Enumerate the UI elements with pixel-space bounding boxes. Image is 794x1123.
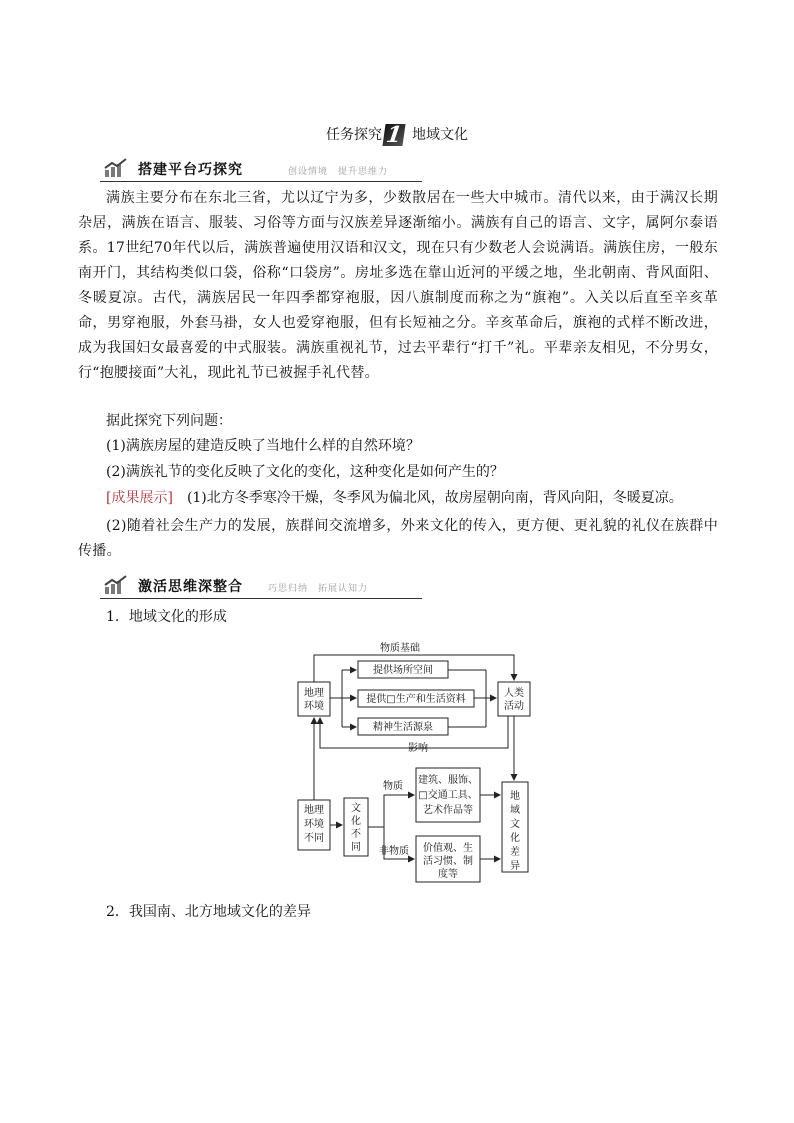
diff-culture-3: 不 — [351, 829, 361, 840]
diff-env-line2: 环境 — [304, 819, 324, 830]
nonmaterial-item-1: 价值观、生 — [423, 843, 473, 854]
nonmaterial-item-3: 度等 — [438, 869, 458, 880]
material-item-3: 艺术作品等 — [423, 805, 473, 816]
answer-2: (2)随着社会生产力的发展，族群间交流增多，外来文化的传入，更方便、更礼貌的礼仪在族群中传播。 — [78, 518, 718, 559]
passage-text: 满族主要分布在东北三省，尤以辽宁为多，少数散居在一些大中城市。清代以来，由于满汉长期杂居，满族在语言、服装、习俗等方面与汉族差异逐渐缩小。满族有自己的语言、文字，属阿尔泰语系。17世纪70年代以后，满族普遍使用汉语和汉文，现在只有少数老人会说满语。满族住房，一般东南开门，其结构类似口袋，俗称“口袋房”。房址多选在靠山近河的平缓之地，坐北朝南、背风面阳、冬暖夏凉。古代，满族居民一年四季都穿袍服，因八旗制度而称之为“旗袍”。入关以后直至辛亥革命，男穿袍服，外套马褂，女人也爱穿袍服，但有长短袖之分。辛亥革命后，旗袍的式样不断改进，成为我国妇女最喜爱的中式服装。满族重视礼节，过去平辈行“打千”礼。平辈亲友相见，不分男女，行“抱腰接面”大礼，现此礼节已被握手礼代替。 — [78, 190, 718, 381]
question-1: (1)满族房屋的建造反映了当地什么样的自然环境？ — [106, 438, 420, 454]
diff-culture-1: 文 — [351, 803, 361, 814]
section-title: 激活思维深整合 — [138, 579, 243, 595]
question-prompt: 据此探究下列问题： — [106, 413, 232, 429]
section-title: 搭建平台巧探究 — [138, 162, 243, 178]
regional-6: 异 — [510, 861, 520, 872]
diff-env-line3: 不同 — [304, 833, 324, 844]
label-space: 提供场所空间 — [373, 665, 433, 676]
label-nonmaterial: 非物质 — [379, 846, 409, 857]
task-number-badge: 1 — [382, 124, 405, 146]
nonmaterial-item-2: 活习惯、制 — [423, 856, 473, 867]
label-influence: 影响 — [408, 743, 428, 754]
task-title — [0, 122, 794, 148]
section-header-integrate — [100, 574, 422, 599]
geo-env-line2: 环境 — [304, 701, 324, 712]
question-2: (2)满族礼节的变化反映了文化的变化，这种变化是如何产生的？ — [106, 464, 504, 480]
regional-culture-diagram — [290, 638, 536, 888]
section-subtitle: 巧思归纳 拓展认知力 — [268, 584, 369, 594]
task-title-prefix: 任务探究 — [326, 127, 382, 143]
answer-1 — [106, 486, 683, 511]
heading-formation: 1．地域文化的形成 — [106, 609, 227, 625]
label-material: 物质 — [383, 781, 403, 792]
task-title-topic: 地域文化 — [412, 127, 468, 143]
geo-env-line1: 地理 — [304, 688, 324, 699]
regional-1: 地 — [510, 791, 520, 802]
label-resources: 提供□生产和生活资料 — [366, 694, 466, 705]
human-line1: 人类 — [504, 688, 524, 699]
label-spirit: 精神生活源泉 — [373, 722, 433, 733]
section-header-platform — [100, 157, 422, 182]
label-material-base: 物质基础 — [380, 643, 420, 654]
chart-trend-icon — [104, 158, 128, 178]
diff-culture-2: 化 — [351, 816, 361, 827]
human-line2: 活动 — [504, 701, 524, 712]
chart-trend-icon — [104, 575, 128, 595]
regional-5: 差 — [510, 847, 520, 858]
diff-env-line1: 地理 — [304, 805, 324, 816]
answer-1-text: (1)北方冬季寒冷干燥，冬季风为偏北风，故房屋朝向南，背风向阳，冬暖夏凉。 — [186, 490, 683, 506]
material-item-2: □交通工具、 — [418, 790, 478, 801]
answer-label: [成果展示] — [106, 490, 173, 506]
heading-north-south: 2．我国南、北方地域文化的差异 — [106, 904, 311, 920]
material-item-1: 建筑、服饰、 — [418, 775, 478, 786]
section-subtitle: 创设情境 提升思维力 — [288, 167, 389, 177]
diff-culture-4: 同 — [351, 842, 361, 853]
regional-2: 域 — [510, 805, 520, 816]
regional-4: 化 — [510, 833, 520, 844]
regional-3: 文 — [510, 819, 520, 830]
